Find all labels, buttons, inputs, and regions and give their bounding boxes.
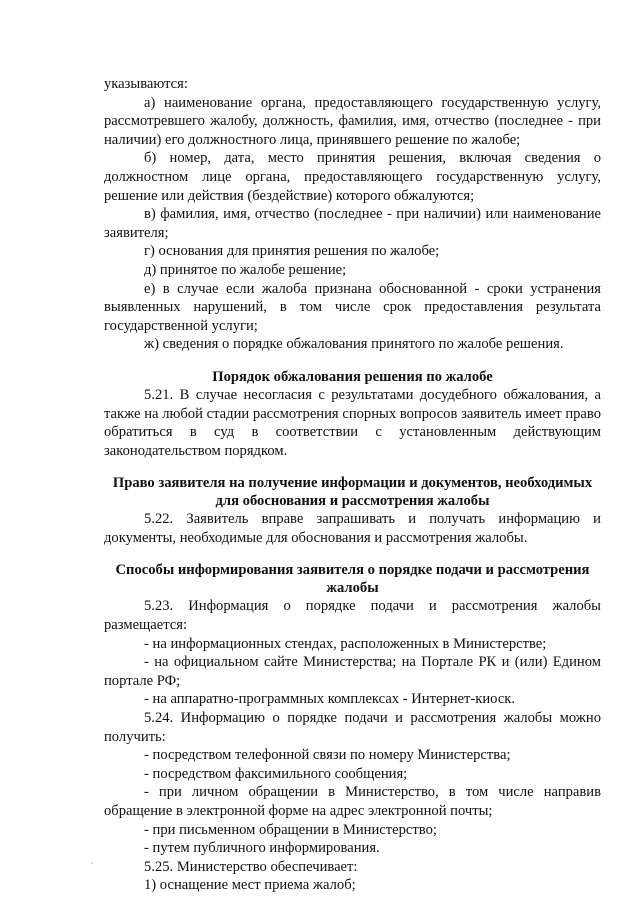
scan-speck xyxy=(91,862,93,864)
heading-inform-line2: жалобы xyxy=(326,580,379,597)
heading-appeal: Порядок обжалования решения по жалобе xyxy=(212,368,493,385)
heading-rights xyxy=(104,474,601,510)
complaint-item-e: е) в случае если жалоба признана обоснованной - сроки устранения выявленных нарушений, в том числе срок предоставления результата государственной услуги; xyxy=(104,280,601,334)
complaint-item-v: в) фамилия, имя, отчество (последнее - при наличии) или наименование заявителя; xyxy=(104,206,601,241)
paragraph-5-25: 5.25. Министерство обеспечивает: xyxy=(144,858,358,875)
document-body xyxy=(104,75,601,895)
heading-inform-line1: Способы информирования заявителя о порядке подачи и рассмотрения xyxy=(115,562,590,579)
list-item: - посредством телефонной связи по номеру Министерства; xyxy=(144,747,511,764)
complaint-item-d: д) принятое по жалобе решение; xyxy=(144,261,347,278)
heading-rights-line2: для обоснования и рассмотрения жалобы xyxy=(215,493,490,510)
complaint-item-b: б) номер, дата, место принятия решения, включая сведения о должностном лице органа, предоставляющего государственную услугу, решение или действия (бездействие) которого обжалуются; xyxy=(104,150,601,204)
complaint-item-a: а) наименование органа, предоставляющего государственную услугу, рассмотревшего жалобу, должность, фамилия, имя, отчество (последнее - при наличии) его должностного лица, принявшего решение по жалобе; xyxy=(104,94,601,148)
intro-text: указываются: xyxy=(104,76,188,92)
paragraph-5-22: 5.22. Заявитель вправе запрашивать и получать информацию и документы, необходимые для обоснования и рассмотрения жалобы. xyxy=(104,511,601,546)
list-item: - путем публичного информирования. xyxy=(144,840,380,857)
paragraph-5-21: 5.21. В случае несогласия с результатами досудебного обжалования, а также на любой стадии рассмотрения спорных вопросов заявитель имеет право обратиться в суд в соответствии с установленным действующим законодательством порядком. xyxy=(104,386,601,459)
list-item: - на официальном сайте Министерства; на Портале РК и (или) Едином портале РФ; xyxy=(104,654,601,689)
paragraph-5-24: 5.24. Информацию о порядке подачи и рассмотрения жалобы можно получить: xyxy=(104,710,601,745)
complaint-item-zh: ж) сведения о порядке обжалования принятого по жалобе решения. xyxy=(144,336,564,353)
list-item: 1) оснащение мест приема жалоб; xyxy=(144,877,356,894)
list-item: - при личном обращении в Министерство, в том числе направив обращение в электронной форме на адрес электронной почты; xyxy=(104,784,601,819)
list-item: - при письменном обращении в Министерство; xyxy=(144,821,437,838)
list-item: - на информационных стендах, расположенных в Министерстве; xyxy=(144,635,547,652)
heading-rights-line1: Право заявителя на получение информации и документов, необходимых xyxy=(112,475,593,492)
complaint-item-g: г) основания для принятия решения по жалобе; xyxy=(144,243,440,260)
heading-inform xyxy=(104,561,601,597)
list-item: - на аппаратно-программных комплексах - Интернет-киоск. xyxy=(144,691,516,708)
paragraph-5-23: 5.23. Информация о порядке подачи и рассмотрения жалобы размещается: xyxy=(104,598,601,634)
list-item: - посредством факсимильного сообщения; xyxy=(144,765,408,782)
